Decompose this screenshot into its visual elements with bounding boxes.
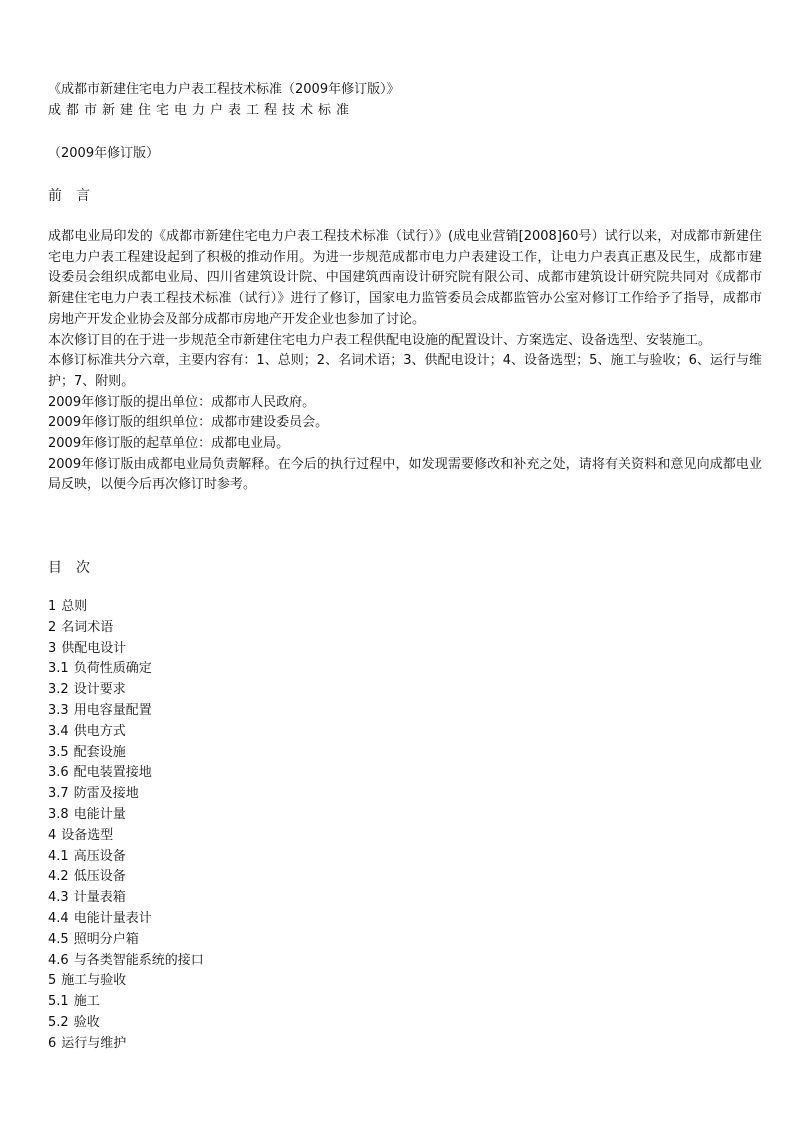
toc-item — [48, 847, 204, 868]
toc-item — [48, 680, 204, 701]
toc-item-title: 设备选型 — [61, 827, 114, 843]
toc-item-number: 5.2 — [48, 1014, 69, 1030]
toc-item-number: 4.3 — [48, 890, 69, 906]
toc-item-title: 配电装置接地 — [73, 765, 152, 781]
toc-item — [48, 930, 204, 951]
toc-item-title: 防雷及接地 — [73, 786, 139, 802]
toc-item — [48, 971, 204, 992]
toc-item-number: 4.4 — [48, 910, 69, 926]
toc-item-number: 3.3 — [48, 702, 69, 718]
toc-item-number: 5.1 — [48, 994, 69, 1010]
toc-item-title: 电能计量 — [73, 806, 126, 822]
toc-item-number: 4.5 — [48, 931, 69, 947]
toc-item-title: 设计要求 — [73, 682, 126, 698]
toc-item-number: 4.2 — [48, 869, 69, 885]
toc-item-title: 供配电设计 — [61, 640, 127, 656]
foreword-paragraph: 本修订标准共分六章，主要内容有：1、总则；2、名词术语；3、供配电设计；4、设备选型；5、施工与验收；6、运行与维护；7、附则。 — [48, 353, 762, 389]
toc-item-title: 高压设备 — [73, 848, 126, 864]
foreword-paragraph: 2009年修订版的组织单位：成都市建设委员会。 — [48, 415, 329, 431]
toc-item-title: 计量表箱 — [73, 890, 126, 906]
toc-item-title: 验收 — [73, 1014, 100, 1030]
toc-item — [48, 951, 204, 972]
toc-item — [48, 784, 204, 805]
toc-item — [48, 763, 204, 784]
toc-item-number: 3.6 — [48, 765, 69, 781]
toc-item-title: 用电容量配置 — [73, 702, 152, 718]
toc-item — [48, 888, 204, 909]
toc-item — [48, 722, 204, 743]
toc-item — [48, 618, 204, 639]
toc-item — [48, 909, 204, 930]
toc-item — [48, 1034, 204, 1055]
toc-item-number: 5 — [48, 973, 57, 989]
toc-item-number: 3.2 — [48, 682, 69, 698]
toc-item — [48, 701, 204, 722]
toc-item-number: 3.7 — [48, 786, 69, 802]
toc-heading: 目次 — [48, 560, 104, 576]
toc-item-title: 总则 — [61, 599, 88, 614]
toc-item — [48, 992, 204, 1013]
toc-item-number: 4.1 — [48, 848, 69, 864]
toc-item-number: 3.8 — [48, 806, 69, 822]
toc-item-title: 供电方式 — [73, 723, 126, 739]
toc-item-number: 2 — [48, 619, 57, 635]
document-title: 《成都市新建住宅电力户表工程技术标准（2009年修订版）》 — [48, 82, 400, 97]
toc-item-title: 运行与维护 — [61, 1035, 127, 1051]
foreword-paragraph: 本次修订目的在于进一步规范全市新建住宅电力户表工程供配电设施的配置设计、方案选定、设备选型、安装施工。 — [48, 332, 712, 348]
toc-item — [48, 826, 204, 847]
toc-item — [48, 743, 204, 764]
foreword-paragraph: 2009年修订版的起草单位：成都电业局。 — [48, 436, 290, 452]
toc-item — [48, 659, 204, 680]
toc-item — [48, 805, 204, 826]
toc-item-title: 与各类智能系统的接口 — [73, 952, 204, 968]
toc-item-title: 低压设备 — [73, 869, 126, 885]
toc-item-number: 3.5 — [48, 744, 69, 760]
toc-item-title: 负荷性质确定 — [73, 661, 152, 677]
foreword-paragraph: 2009年修订版的提出单位：成都市人民政府。 — [48, 394, 316, 410]
foreword-heading: 前言 — [48, 188, 104, 204]
toc-item-title: 施工 — [73, 994, 100, 1010]
foreword-paragraph: 成都电业局印发的《成都市新建住宅电力户表工程技术标准（试行）》(成电业营销[2008]60号）试行以来，对成都市新建住宅电力户表工程建设起到了积极的推动作用。为进一步规范成都市电力户表建设工作，让电力户表真正惠及民生，成都市建设委员会组织成都电业局、四川省建筑设计院、中国建筑西南设计研究院有限公司、成都市建筑设计研究院共同对《成都市新建住宅电力户表工程技术标准（试行）》进行了修订，国家电力监管委员会成都监管办公室对修订工作给予了指导，成都市房地产开发企业协会及部分成都市房地产开发企业也参加了讨论。 — [48, 229, 762, 327]
toc-item-title: 电能计量表计 — [73, 910, 152, 926]
toc-item-number: 3.4 — [48, 723, 69, 739]
foreword-paragraph: 2009年修订版由成都电业局负责解释。在今后的执行过程中，如发现需要修改和补充之处，请将有关资料和意见向成都电业局反映，以便今后再次修订时参考。 — [48, 456, 762, 493]
toc-item-number: 3.1 — [48, 661, 69, 677]
toc-item-number: 4.6 — [48, 952, 69, 968]
foreword-body — [48, 227, 762, 496]
toc-item-title: 名词术语 — [61, 619, 114, 635]
toc-item-title: 照明分户箱 — [73, 931, 139, 947]
table-of-contents — [48, 597, 204, 1055]
document-spaced-title: 成都市新建住宅电力户表工程技术标准 — [48, 103, 355, 118]
toc-item-number: 4 — [48, 827, 57, 843]
toc-item-number: 3 — [48, 640, 57, 656]
document-edition: （2009年修订版） — [48, 146, 160, 161]
toc-item-title: 施工与验收 — [61, 973, 127, 989]
toc-item — [48, 867, 204, 888]
toc-item-number: 6 — [48, 1035, 57, 1051]
toc-item-title: 配套设施 — [73, 744, 126, 760]
toc-item-number: 1 — [48, 599, 57, 614]
toc-item — [48, 639, 204, 660]
toc-item — [48, 1013, 204, 1034]
toc-item — [48, 597, 204, 618]
